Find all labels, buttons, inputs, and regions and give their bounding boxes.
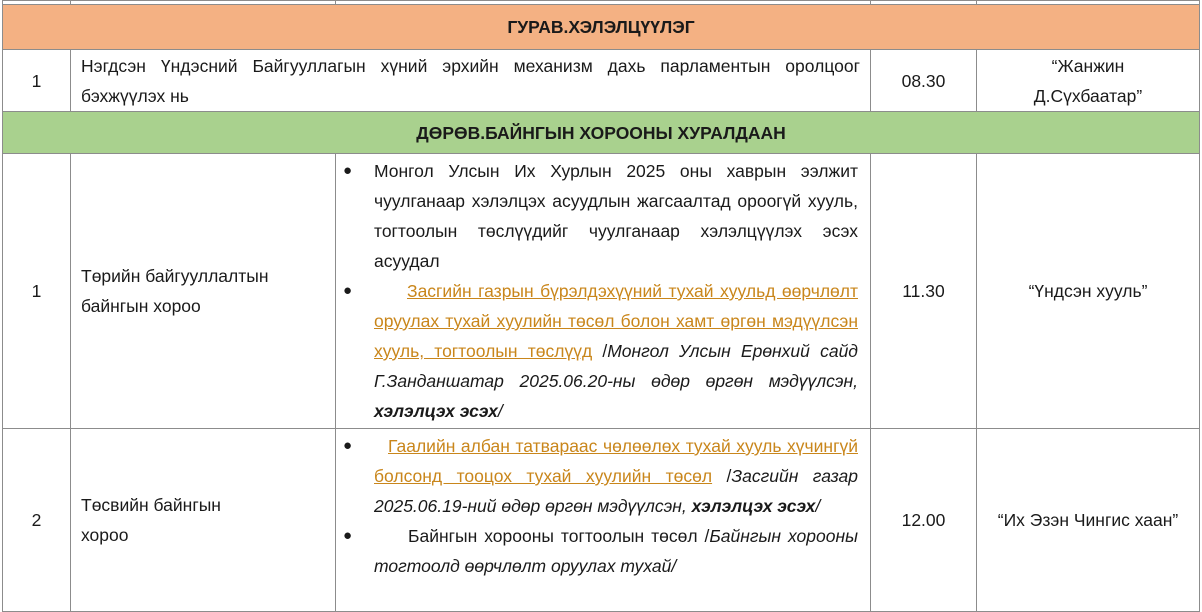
discussion-topic: Нэгдсэн Үндэсний Байгууллагын хүний эрхийн механизм дахь парламентын оролцоог бэхжүүлэх нь bbox=[71, 50, 871, 112]
section4-title: ДӨРӨВ.БАЙНГЫН ХОРООНЫ ХУРАЛДААН bbox=[3, 112, 1200, 154]
table-row bbox=[3, 154, 1200, 429]
list-item bbox=[336, 521, 858, 581]
list-item bbox=[336, 431, 858, 521]
committee-name: Төрийн байгууллалтын байнгын хороо bbox=[71, 154, 336, 429]
row-number: 1 bbox=[3, 50, 71, 112]
list-item bbox=[336, 156, 858, 276]
list-item bbox=[336, 276, 858, 426]
time-cell: 11.30 bbox=[871, 154, 977, 429]
agenda-text: Монгол Улсын Их Хурлын 2025 оны хаврын ээлжит чуулганаар хэлэлцэх асуудлын жагсаалтад ороогүй хууль, тогтоолын төслүүдийг чуулганаар хэлэлцүүлэх эсэх асуудал bbox=[374, 161, 858, 271]
bullet-icon: ● bbox=[343, 162, 353, 179]
schedule-table bbox=[2, 0, 1200, 612]
submission-note: Засгийн газар 2025.06.19-ний өдөр өргөн мэдүүлсэн, bbox=[374, 466, 858, 516]
note-suffix: / bbox=[497, 401, 503, 421]
bullet-icon: ● bbox=[343, 437, 353, 454]
bullet-icon: ● bbox=[343, 282, 353, 299]
row-number: 2 bbox=[3, 429, 71, 612]
room-cell: “Үндсэн хууль” bbox=[977, 154, 1200, 429]
bullet-icon: ● bbox=[343, 527, 353, 544]
agenda-list bbox=[336, 431, 858, 581]
bill-link[interactable]: Засгийн газрын бүрэлдэхүүний тухай хуульд өөрчлөлт оруулах тухай хуулийн төсөл болон хамт өргөн мэдүүлсэн хууль, тогтоолын төслүүд bbox=[374, 281, 858, 361]
room-cell: “Жанжин Д.Сүхбаатар” bbox=[977, 50, 1200, 112]
agenda-text: Байнгын хорооны тогтоолын төсөл / bbox=[408, 526, 710, 546]
row-number: 1 bbox=[3, 154, 71, 429]
note-suffix: / bbox=[815, 496, 821, 516]
note-prefix: / bbox=[592, 341, 608, 361]
room-cell: “Их Эзэн Чингис хаан” bbox=[977, 429, 1200, 612]
status-note: хэлэлцэх эсэх bbox=[691, 496, 816, 516]
status-note: хэлэлцэх эсэх bbox=[374, 401, 498, 421]
table-row bbox=[3, 429, 1200, 612]
submission-note: Монгол Улсын Ерөнхий сайд Г.Занданшатар 2025.06.20-ны өдөр өргөн мэдүүлсэн, bbox=[374, 341, 858, 391]
table-row bbox=[3, 50, 1200, 112]
agenda-list bbox=[336, 156, 858, 426]
section-header-row bbox=[3, 5, 1200, 50]
time-cell: 12.00 bbox=[871, 429, 977, 612]
note-prefix: / bbox=[712, 466, 732, 486]
agenda-note: Байнгын хорооны тогтоолд өөрчлөлт оруулах тухай bbox=[374, 526, 858, 576]
bill-link[interactable]: Гаалийн албан татвараас чөлөөлөх тухай хууль хүчингүй болсонд тооцох тухай хуулийн төсөл bbox=[374, 436, 858, 486]
note-suffix: / bbox=[671, 556, 677, 576]
committee-name: Төсвийн байнгын хороо bbox=[71, 429, 336, 612]
section3-title: ГУРАВ.ХЭЛЭЛЦҮҮЛЭГ bbox=[3, 5, 1200, 50]
agenda-cell bbox=[336, 154, 871, 429]
time-cell: 08.30 bbox=[871, 50, 977, 112]
agenda-cell bbox=[336, 429, 871, 612]
section-header-row bbox=[3, 112, 1200, 154]
